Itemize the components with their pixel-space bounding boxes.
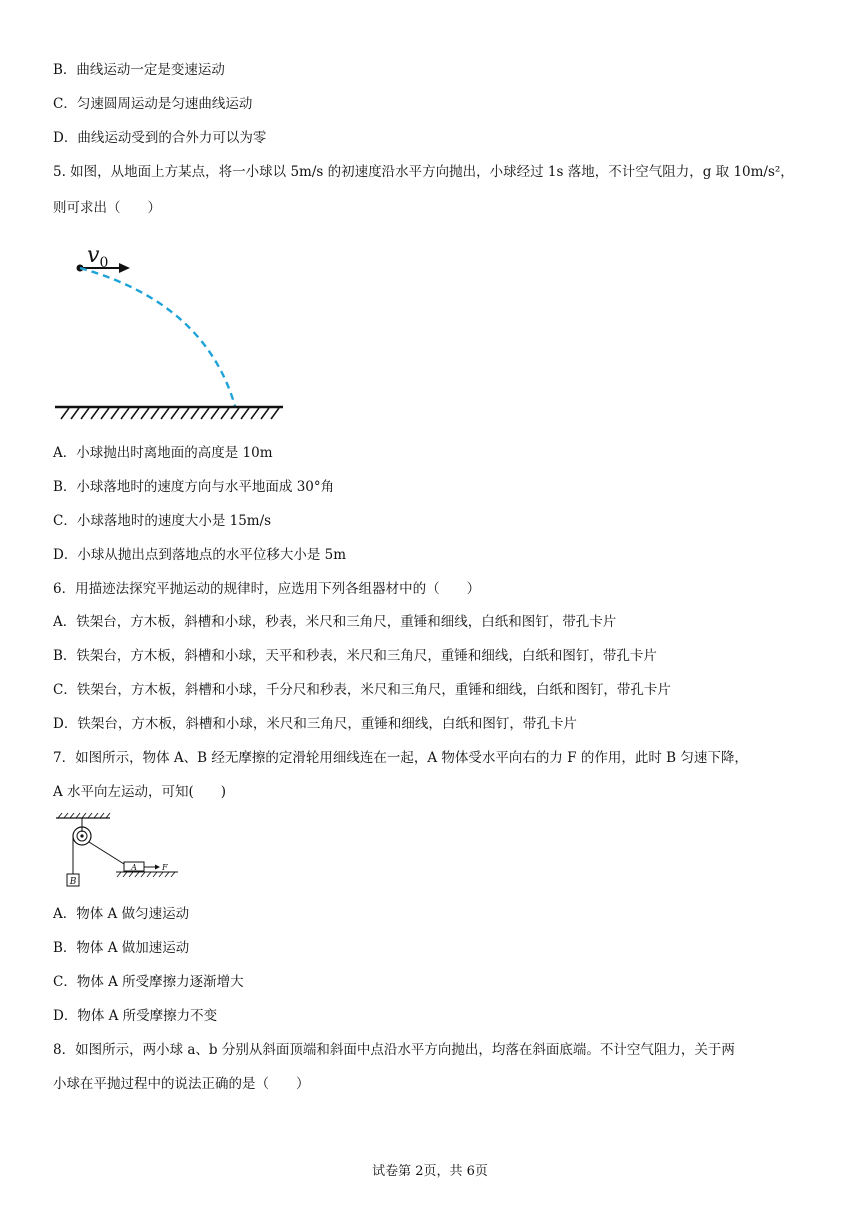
- line-q4-d: D．曲线运动受到的合外力可以为零: [53, 130, 267, 146]
- line-q5-stem-1: 5. 如图，从地面上方某点，将一小球以 5m/s 的初速度沿水平方向抛出，小球经过 1s 落地，不计空气阻力，g 取 10m/s²，: [53, 164, 794, 180]
- line-q5-d: D．小球从抛出点到落地点的水平位移大小是 5m: [53, 547, 347, 563]
- line-q7-stem-1: 7．如图所示，物体 A、B 经无摩擦的定滑轮用细线连在一起，A 物体受水平向右的力 F 的作用，此时 B 匀速下降，: [53, 750, 748, 766]
- line-q7-b: B．物体 A 做加速运动: [53, 940, 190, 956]
- line-q7-d: D．物体 A 所受摩擦力不变: [53, 1008, 218, 1024]
- velocity-label: $v_0$: [87, 243, 109, 271]
- label-a: A: [131, 863, 137, 872]
- line-q4-b: B．曲线运动一定是变速运动: [53, 62, 225, 78]
- pulley-figure: [54, 812, 184, 892]
- line-q6-stem: 6．用描迹法探究平抛运动的规律时，应选用下列各组器材中的（ ）: [53, 581, 481, 597]
- line-q6-c: C．铁架台，方木板，斜槽和小球，千分尺和秒表，米尺和三角尺，重锤和细线，白纸和图钉，带孔卡片: [53, 682, 671, 698]
- line-q6-d: D．铁架台，方木板，斜槽和小球，米尺和三角尺，重锤和细线，白纸和图钉，带孔卡片: [53, 716, 577, 732]
- rope-to-a: [89, 842, 124, 864]
- floor-hatching: [117, 872, 175, 877]
- trajectory-curve: [80, 268, 235, 406]
- line-q6-a: A．铁架台，方木板，斜槽和小球，秒表，米尺和三角尺，重锤和细线，白纸和图钉，带孔卡片: [53, 614, 617, 630]
- projectile-figure: [55, 238, 290, 423]
- line-q7-c: C．物体 A 所受摩擦力逐渐增大: [53, 974, 244, 990]
- line-q7-stem-2: A 水平向左运动，可知( ): [53, 784, 227, 800]
- line-q5-stem-2: 则可求出（ ）: [53, 200, 161, 216]
- force-arrowhead: [155, 865, 160, 870]
- line-q5-b: B．小球落地时的速度方向与水平地面成 30°角: [53, 479, 335, 495]
- page-footer: 试卷第 2页，共 6页: [372, 1164, 488, 1179]
- line-q5-a: A．小球抛出时离地面的高度是 10m: [53, 445, 273, 461]
- line-q8-stem-1: 8．如图所示，两小球 a、b 分别从斜面顶端和斜面中点沿水平方向抛出，均落在斜面底端。不计空气阻力，关于两: [53, 1042, 735, 1058]
- line-q7-a: A．物体 A 做匀速运动: [53, 906, 190, 922]
- velocity-arrowhead: [119, 263, 130, 273]
- line-q8-stem-2: 小球在平抛过程中的说法正确的是（ ）: [53, 1076, 310, 1092]
- line-q6-b: B．铁架台，方木板，斜槽和小球，天平和秒表，米尺和三角尺，重锤和细线，白纸和图钉，带孔卡片: [53, 648, 657, 664]
- line-q5-c: C．小球落地时的速度大小是 15m/s: [53, 513, 272, 529]
- label-b: B: [69, 877, 77, 887]
- ceiling-hatching: [58, 813, 110, 818]
- label-f: F: [162, 863, 168, 872]
- pulley-axle: [80, 834, 83, 837]
- line-q4-c: C．匀速圆周运动是匀速曲线运动: [53, 96, 253, 112]
- ground-hatching: [61, 408, 279, 419]
